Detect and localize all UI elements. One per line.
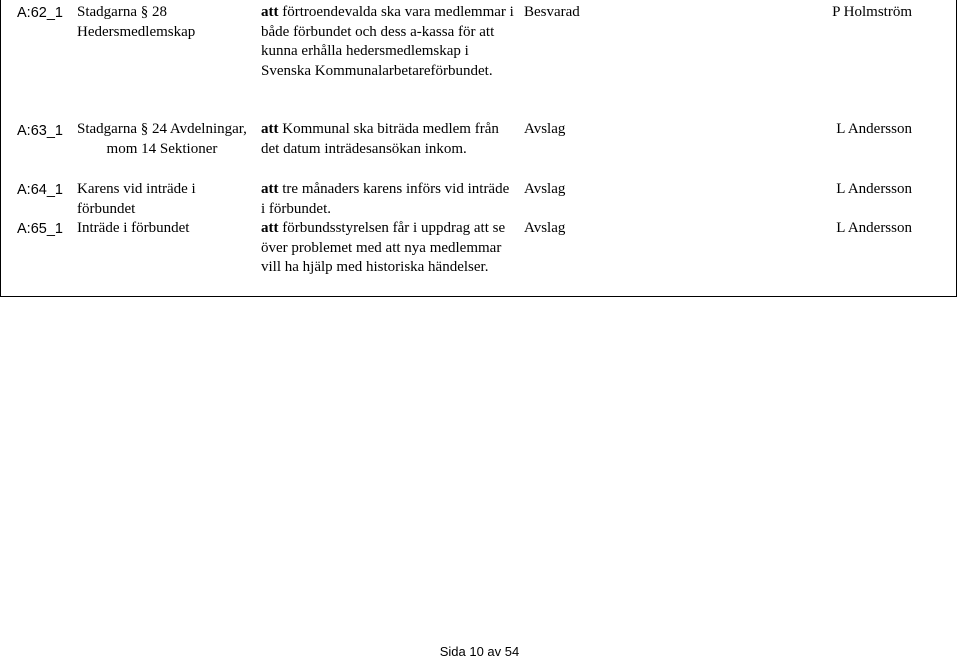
decision: Avslag bbox=[524, 181, 566, 197]
motion-id: A:63_1 bbox=[17, 123, 63, 139]
responsible: L Andersson bbox=[836, 121, 912, 137]
responsible: L Andersson bbox=[836, 220, 912, 236]
decision: Avslag bbox=[524, 121, 566, 137]
motion-subject: Karens vid inträde i förbundet bbox=[77, 181, 196, 217]
motion-subject: Stadgarna § 24 Avdelningar, mom 14 Sektioner bbox=[77, 121, 247, 157]
motion-subject: Stadgarna § 28 Hedersmedlemskap bbox=[77, 4, 196, 40]
motions-table bbox=[0, 0, 957, 297]
motion-text: att förbundsstyrelsen får i uppdrag att se över problemet med att nya medlemmar vill ha hjälp med historiska händelser. bbox=[261, 220, 506, 275]
motion-id: A:65_1 bbox=[17, 221, 63, 237]
page-number: Sida 10 av 54 bbox=[439, 644, 520, 659]
motion-id: A:62_1 bbox=[17, 5, 63, 21]
motion-text: att Kommunal ska biträda medlem från det datum inträdesansökan inkom. bbox=[261, 121, 499, 157]
motion-subject: Inträde i förbundet bbox=[77, 220, 190, 236]
motion-text: att förtroendevalda ska vara medlemmar i både förbundet och dess a-kassa för att kunna erhålla hedersmedlemskap i Svenska Kommunalarbetareförbundet. bbox=[261, 4, 514, 79]
decision: Besvarad bbox=[524, 4, 580, 20]
responsible: L Andersson bbox=[836, 181, 912, 197]
decision: Avslag bbox=[524, 220, 566, 236]
motion-text: att tre månaders karens införs vid inträde i förbundet. bbox=[261, 181, 510, 217]
responsible: P Holmström bbox=[832, 4, 912, 20]
motion-id: A:64_1 bbox=[17, 182, 63, 198]
